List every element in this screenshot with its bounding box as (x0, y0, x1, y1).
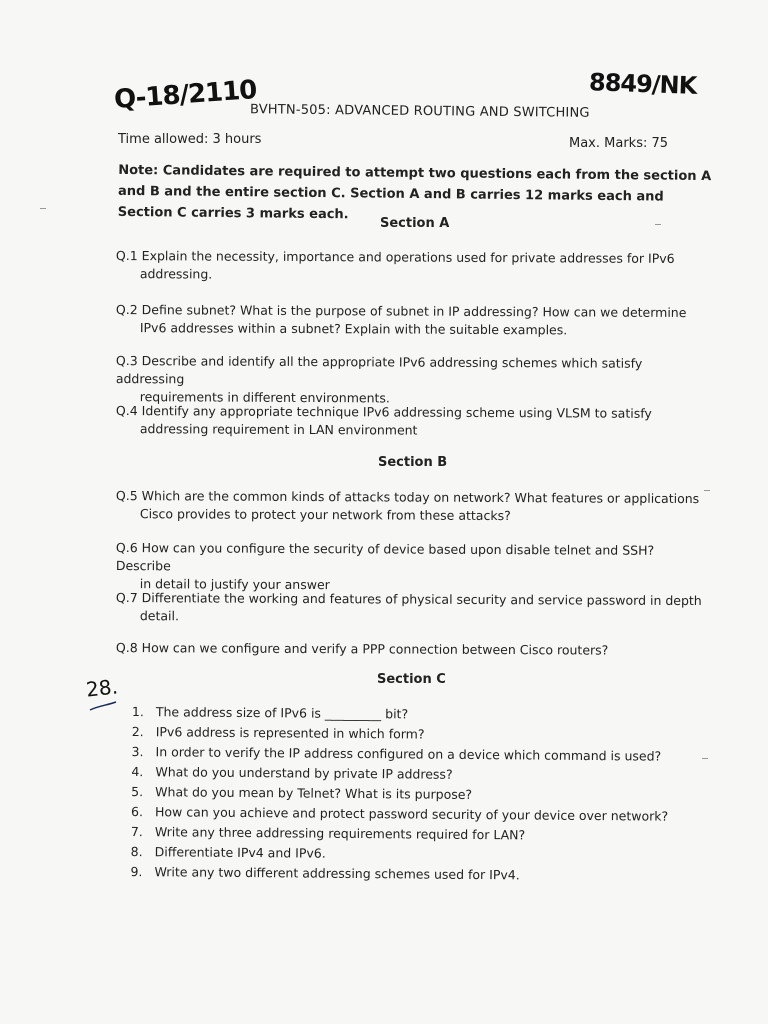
section-a-title: Section A (380, 216, 450, 231)
question-8 (116, 639, 706, 660)
item-number: 7. (130, 823, 143, 840)
question-text-line1: How can we configure and verify a PPP connection between Cisco routers? (141, 640, 609, 658)
section-b-title: Section B (378, 455, 448, 470)
section-c-title: Section C (377, 672, 446, 687)
handwritten-stroke (88, 700, 118, 714)
item-number: 2. (131, 723, 144, 740)
item-text: The address size of IPv6 is _________ bit? (155, 704, 409, 722)
question-text-line2: Cisco provides to protect your network from these attacks? (139, 506, 511, 524)
question-number: Q.2 (115, 302, 138, 318)
item-text: Differentiate IPv4 and IPv6. (154, 844, 326, 861)
course-title: BVHTN-505: ADVANCED ROUTING AND SWITCHING (249, 102, 590, 121)
question-text-line1: Identify any appropriate technique IPv6 addressing scheme using VLSM to satisfy (141, 403, 652, 421)
item-number: 1. (131, 703, 144, 720)
item-number: 3. (131, 743, 144, 760)
max-marks: Max. Marks: 75 (569, 136, 669, 151)
handwritten-code-left: Q-18/2110 (113, 75, 258, 115)
question-text-line2: requirements in different environments. (139, 389, 390, 406)
question-number: Q.1 (115, 247, 138, 264)
item-text: Write any three addressing requirements required for LAN? (154, 824, 526, 843)
question-number: Q.5 (115, 488, 138, 504)
question-2 (116, 301, 706, 340)
question-7 (116, 589, 706, 628)
handwritten-code-right: 8849/NK (588, 68, 697, 100)
question-1 (116, 247, 706, 286)
handwritten-mark: 28. (84, 674, 119, 702)
item-number: 6. (130, 803, 144, 820)
question-number: Q.8 (115, 640, 138, 656)
question-text-line1: Define subnet? What is the purpose of subnet in IP addressing? How can we determine (141, 302, 687, 320)
question-number: Q.4 (115, 403, 138, 419)
time-allowed: Time allowed: 3 hours (118, 132, 262, 147)
question-text-line1: Explain the necessity, importance and operations used for private addresses for IPv6 (141, 248, 675, 266)
item-text: In order to verify the IP address configured on a device which command is used? (155, 744, 662, 764)
question-3 (116, 352, 706, 409)
question-text-line1: Which are the common kinds of attacks today on network? What features or applications (141, 488, 700, 507)
item-text: Write any two different addressing schemes used for IPv4. (154, 864, 520, 883)
item-text: IPv6 address is represented in which form? (155, 724, 425, 742)
section-c-list (130, 702, 712, 887)
question-text-line2: detail. (139, 608, 180, 624)
item-text: What do you understand by private IP address? (155, 764, 453, 782)
question-text-line2: addressing requirement in LAN environment (139, 421, 418, 438)
question-text-line1: How can you configure the security of device based upon disable telnet and SSH? Describe (115, 540, 655, 574)
scan-speck (702, 758, 708, 759)
item-number: 5. (131, 783, 144, 800)
item-number: 4. (131, 763, 144, 780)
question-number: Q.7 (115, 590, 138, 606)
scan-speck (704, 490, 710, 491)
question-number: Q.3 (115, 353, 138, 369)
question-4 (116, 402, 706, 441)
question-text-line2: addressing. (139, 266, 213, 282)
question-text-line2: IPv6 addresses within a subnet? Explain with the suitable examples. (139, 320, 568, 338)
scan-speck (655, 224, 661, 225)
question-text-line2: in detail to justify your answer (139, 576, 330, 593)
question-6 (116, 539, 706, 596)
instructions-note: Note: Candidates are required to attempt two questions each from the section A and B and the entire section C. Section A and B carries 12 marks each and Section C carries 3 marks each. (117, 162, 712, 223)
item-number: 9. (130, 863, 143, 880)
question-text-line1: Describe and identify all the appropriate IPv6 addressing schemes which satisfy addressing (115, 353, 643, 387)
item-text: How can you achieve and protect password security of your device over network? (154, 804, 669, 824)
question-text-line1: Differentiate the working and features of physical security and service password in depth (141, 590, 702, 609)
question-5 (116, 487, 706, 526)
question-number: Q.6 (115, 540, 138, 556)
scan-speck (40, 208, 46, 209)
list-item (130, 862, 710, 887)
item-text: What do you mean by Telnet? What is its purpose? (155, 784, 473, 802)
item-number: 8. (130, 843, 143, 860)
